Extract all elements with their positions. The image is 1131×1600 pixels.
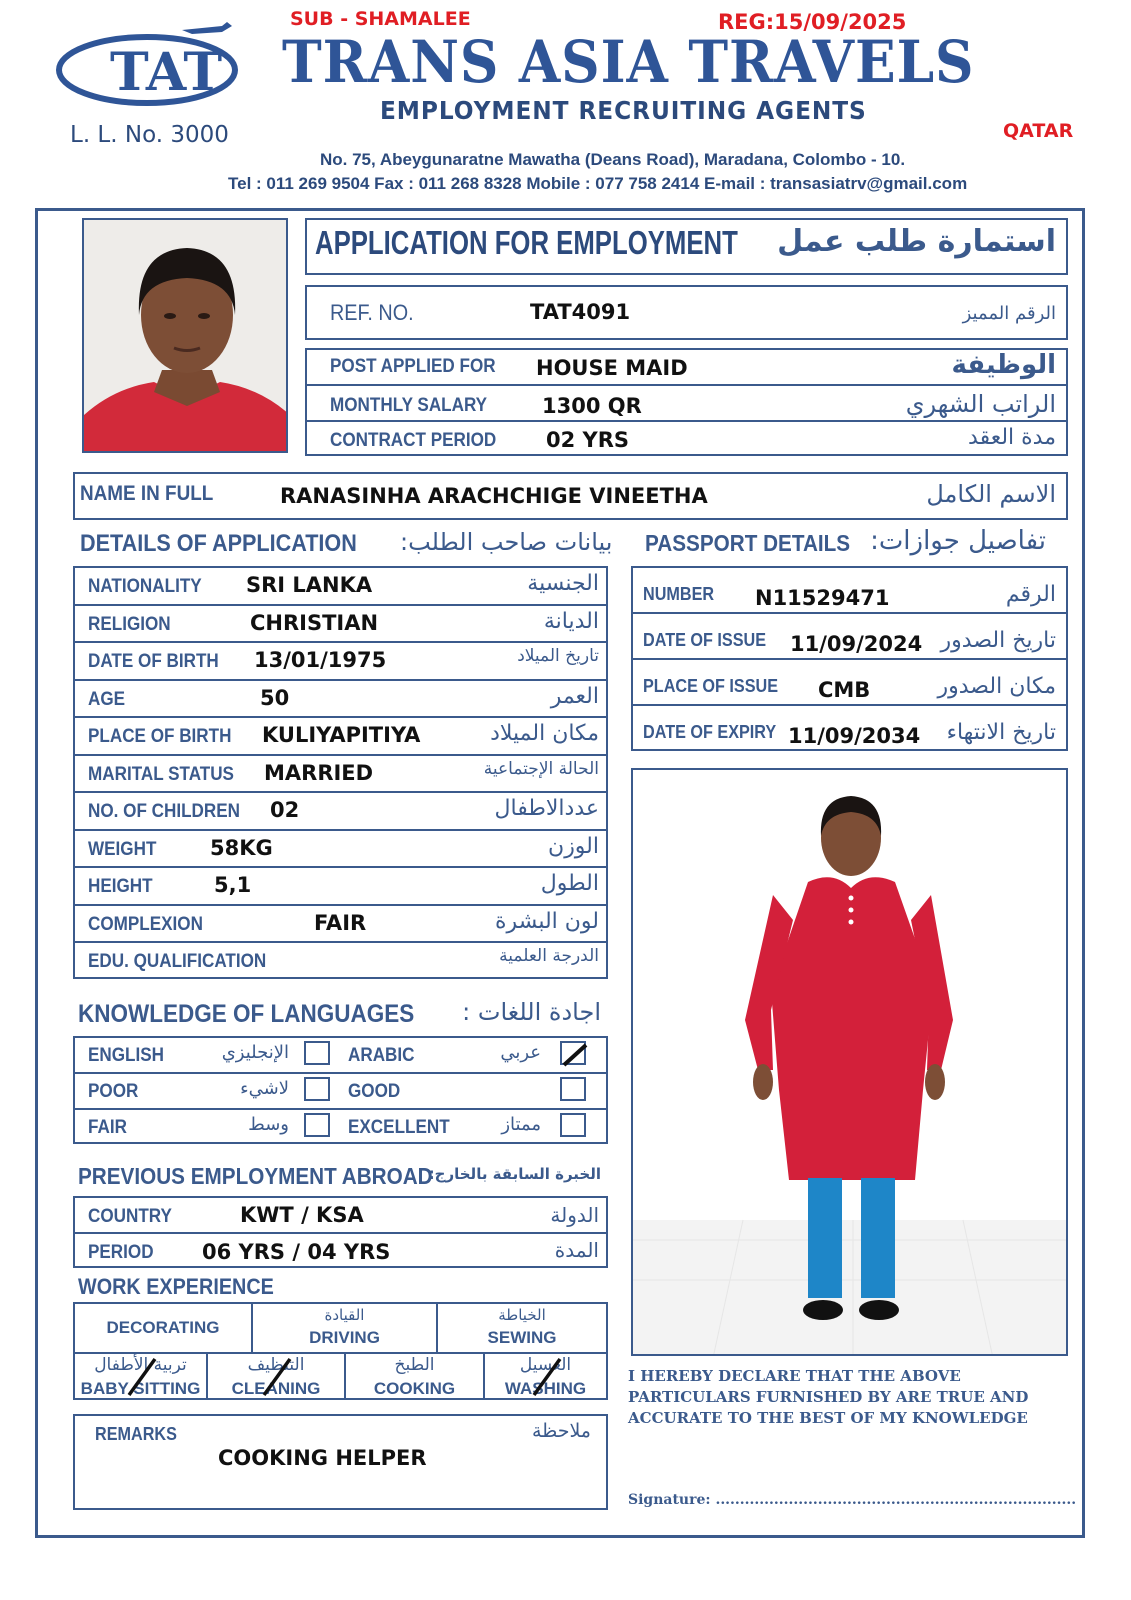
divider <box>305 420 1068 422</box>
divider <box>73 941 608 943</box>
details-value: 02 <box>270 798 300 822</box>
company-contact: Tel : 011 269 9504 Fax : 011 268 8328 Mobile : 077 758 2414 E-mail : transasiatrv@gmail.com <box>228 174 968 193</box>
divider <box>631 612 1068 614</box>
passport-label: PLACE OF ISSUE <box>643 676 779 696</box>
language-label-left: ENGLISH <box>88 1045 165 1066</box>
work-arabic: الغسيل <box>519 1355 572 1375</box>
remarks-label: REMARKS <box>95 1424 177 1444</box>
details-label: NATIONALITY <box>88 576 202 597</box>
language-checkbox-right[interactable] <box>560 1041 586 1065</box>
work-label: DECORATING <box>106 1318 220 1337</box>
form-title: APPLICATION FOR EMPLOYMENT <box>315 224 738 261</box>
salary-arabic: الراتب الشهري <box>905 390 1056 418</box>
divider <box>73 791 608 793</box>
divider <box>631 704 1068 706</box>
details-label: HEIGHT <box>88 876 153 897</box>
passport-arabic: الرقم <box>1005 582 1056 607</box>
language-label-left: POOR <box>88 1081 139 1102</box>
divider <box>631 658 1068 660</box>
passport-value: CMB <box>818 678 871 702</box>
details-label: WEIGHT <box>88 838 157 860</box>
details-label: EDU. QUALIFICATION <box>88 951 267 972</box>
contract-label: CONTRACT PERIOD <box>330 430 497 451</box>
full-body-photo <box>631 768 1068 1356</box>
language-label-right: GOOD <box>348 1081 401 1102</box>
passport-heading-arabic: تفاصيل جوازات: <box>870 526 1046 556</box>
salary-label: MONTHLY SALARY <box>330 395 488 416</box>
work-label: WASHING <box>504 1379 587 1398</box>
details-value: MARRIED <box>264 760 374 785</box>
name-arabic: الاسم الكامل <box>926 480 1056 508</box>
company-logo <box>52 20 257 125</box>
details-label: DATE OF BIRTH <box>88 651 219 672</box>
work-label: DRIVING <box>309 1328 380 1347</box>
name-value: RANASINHA ARACHCHIGE VINEETHA <box>280 484 708 508</box>
registration-date: REG:15/09/2025 <box>718 10 907 34</box>
details-value: KULIYAPITIYA <box>262 723 421 747</box>
details-heading-arabic: بيانات صاحب الطلب: <box>400 528 613 556</box>
divider <box>73 604 608 606</box>
signature-line: Signature: .......................................................................... <box>628 1492 1077 1508</box>
declaration-text: I HEREBY DECLARE THAT THE ABOVE PARTICULARS FURNISHED BY ARE TRUE AND ACCURATE TO THE BEST OF MY KNOWLEDGE <box>628 1367 1029 1427</box>
details-label: COMPLEXION <box>88 913 203 935</box>
form-title-arabic: استمارة طلب عمل <box>777 224 1056 259</box>
passport-value: N11529471 <box>755 586 890 610</box>
divider <box>73 829 608 831</box>
language-arabic-left: لاشيء <box>240 1078 289 1099</box>
divider <box>73 866 608 868</box>
ref-value: TAT4091 <box>530 300 631 324</box>
details-arabic: الوزن <box>548 833 599 859</box>
check-mark-icon <box>526 1355 566 1399</box>
details-arabic: لون البشرة <box>495 908 599 934</box>
ref-label: REF. NO. <box>330 300 414 325</box>
languages-heading-arabic: اجادة اللغات : <box>462 998 601 1026</box>
work-heading: WORK EXPERIENCE <box>78 1274 274 1299</box>
divider <box>73 641 608 643</box>
language-checkbox-left[interactable] <box>304 1077 330 1101</box>
languages-heading: KNOWLEDGE OF LANGUAGES <box>78 1000 415 1028</box>
language-label-right: ARABIC <box>348 1045 415 1066</box>
language-arabic-right: عربي <box>500 1042 541 1063</box>
period-value: 06 YRS / 04 YRS <box>202 1240 391 1264</box>
work-arabic: الخياطة <box>498 1306 546 1324</box>
passport-heading: PASSPORT DETAILS <box>645 530 851 556</box>
details-label: AGE <box>88 688 126 710</box>
previous-heading: PREVIOUS EMPLOYMENT ABROAD <box>78 1163 433 1189</box>
passport-arabic: تاريخ الانتهاء <box>946 720 1056 745</box>
remarks-arabic: ملاحظة <box>531 1420 591 1442</box>
passport-value: 11/09/2034 <box>788 724 921 748</box>
country-arabic: الدولة <box>550 1203 599 1227</box>
check-mark-icon <box>256 1355 296 1399</box>
language-arabic-left: وسط <box>248 1114 289 1135</box>
details-arabic: الحالة الإجتماعية <box>483 758 599 779</box>
ref-box <box>305 285 1068 340</box>
details-label: MARITAL STATUS <box>88 763 234 785</box>
divider <box>73 1352 608 1354</box>
details-value: 58KG <box>210 835 273 860</box>
divider <box>73 904 608 906</box>
contract-arabic: مدة العقد <box>968 425 1056 450</box>
details-label: PLACE OF BIRTH <box>88 726 232 747</box>
check-mark-icon <box>562 1043 588 1067</box>
details-value: 50 <box>260 685 290 710</box>
passport-arabic: مكان الصدور <box>937 674 1056 699</box>
divider <box>73 679 608 681</box>
details-arabic: تاريخ الميلاد <box>517 646 599 666</box>
work-label: SEWING <box>487 1328 557 1347</box>
company-tagline: EMPLOYMENT RECRUITING AGENTS <box>380 96 867 125</box>
work-arabic: القيادة <box>324 1306 365 1324</box>
language-label-right: EXCELLENT <box>348 1117 450 1138</box>
language-checkbox-right[interactable] <box>560 1077 586 1101</box>
logo-icon <box>52 20 257 125</box>
details-arabic: العمر <box>550 683 599 709</box>
divider <box>73 1232 608 1234</box>
language-arabic-left: الإنجليزي <box>221 1042 289 1063</box>
work-label: COOKING <box>373 1379 456 1398</box>
previous-heading-arabic: الخبرة السابقة بالخارج: <box>428 1165 601 1183</box>
license-number: L. L. No. 3000 <box>70 122 229 148</box>
details-arabic: الجنسية <box>527 571 599 596</box>
divider <box>305 384 1068 386</box>
contract-value: 02 YRS <box>546 428 630 452</box>
company-name: TRANS ASIA TRAVELS <box>282 28 975 96</box>
svg-text:TAT: TAT <box>110 42 223 103</box>
period-arabic: المدة <box>554 1238 599 1262</box>
passport-arabic: تاريخ الصدور <box>940 628 1056 653</box>
divider <box>73 754 608 756</box>
work-label: BABY SITTING <box>80 1379 201 1398</box>
post-arabic: الوظيفة <box>951 350 1056 380</box>
work-label: CLEANING <box>231 1379 321 1398</box>
details-label: RELIGION <box>88 613 171 635</box>
passport-label: DATE OF ISSUE <box>643 630 767 650</box>
divider <box>73 716 608 718</box>
destination-country: QATAR <box>1003 120 1074 142</box>
period-label: PERIOD <box>88 1242 154 1263</box>
country-label: COUNTRY <box>88 1206 172 1227</box>
details-arabic: الطول <box>540 871 599 896</box>
work-arabic: الطبخ <box>394 1355 435 1375</box>
language-checkbox-right[interactable] <box>560 1113 586 1137</box>
details-value: CHRISTIAN <box>250 610 379 635</box>
language-arabic-right: ممتاز <box>501 1114 541 1135</box>
details-value: 5,1 <box>214 873 252 897</box>
work-arabic: التنظيف <box>247 1355 305 1375</box>
sub-agent-note: SUB - SHAMALEE <box>290 8 471 30</box>
details-label: NO. OF CHILDREN <box>88 801 241 822</box>
details-arabic: عددالاطفال <box>494 796 599 821</box>
country-value: KWT / KSA <box>240 1203 364 1227</box>
language-label-left: FAIR <box>88 1117 127 1138</box>
details-arabic: الديانة <box>543 608 599 634</box>
check-mark-icon <box>121 1355 161 1399</box>
language-checkbox-left[interactable] <box>304 1041 330 1065</box>
passport-photo <box>82 218 288 453</box>
details-arabic: الدرجة العلمية <box>499 946 599 966</box>
divider <box>73 1072 608 1074</box>
post-label: POST APPLIED FOR <box>330 356 496 377</box>
company-address: No. 75, Abeygunaratne Mawatha (Deans Road), Maradana, Colombo - 10. <box>320 150 906 169</box>
details-value: 13/01/1975 <box>254 648 387 672</box>
name-label: NAME IN FULL <box>80 482 214 505</box>
work-arabic: تربية الأطفال <box>94 1355 187 1375</box>
post-value: HOUSE MAID <box>536 356 688 380</box>
details-arabic: مكان الميلاد <box>490 721 599 746</box>
passport-value: 11/09/2024 <box>790 632 923 656</box>
salary-value: 1300 QR <box>542 394 642 418</box>
passport-label: NUMBER <box>643 584 715 604</box>
remarks-value: COOKING HELPER <box>218 1446 427 1470</box>
details-value: FAIR <box>314 910 367 935</box>
details-heading: DETAILS OF APPLICATION <box>80 530 357 557</box>
passport-label: DATE OF EXPIRY <box>643 722 777 742</box>
divider <box>73 1108 608 1110</box>
details-value: SRI LANKA <box>246 573 373 597</box>
ref-arabic: الرقم المميز <box>962 303 1056 324</box>
language-checkbox-left[interactable] <box>304 1113 330 1137</box>
